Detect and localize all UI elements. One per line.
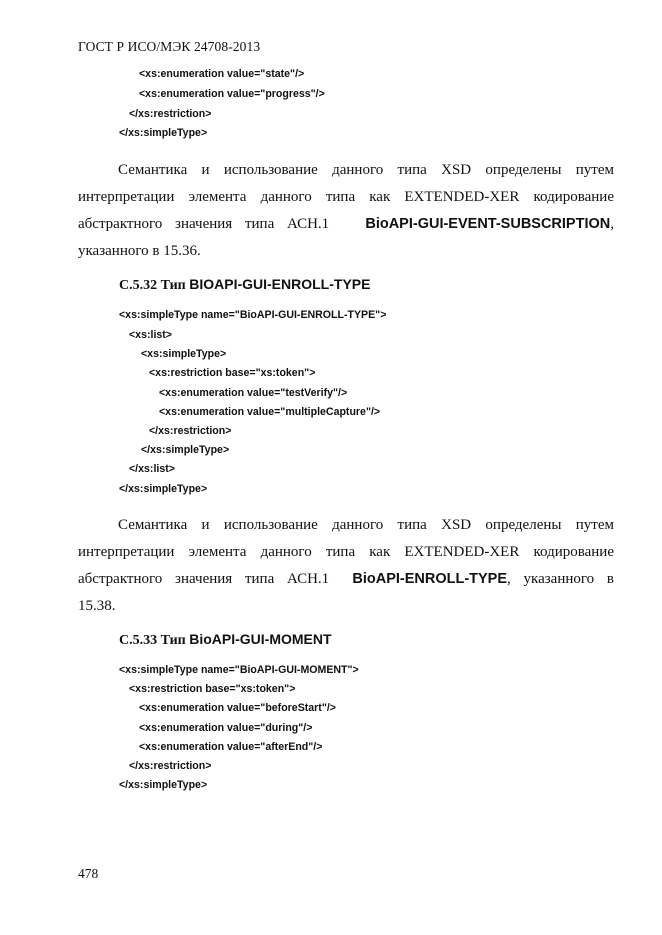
code-line: <xs:enumeration value="state"/>: [139, 68, 305, 80]
code-line: <xs:enumeration value="multipleCapture"/>: [159, 406, 381, 418]
type-reference: BioAPI-ENROLL-TYPE: [352, 571, 508, 587]
paragraph-text: абстрактного значения типа АСН.1: [78, 216, 330, 232]
code-line: </xs:simpleType>: [119, 127, 208, 139]
section-heading-enroll-type: [119, 276, 370, 294]
paragraph-line: [78, 242, 614, 260]
paragraph-text: , указанного в: [507, 571, 614, 587]
paragraph-text: абстрактного значения типа АСН.1: [78, 571, 330, 587]
paragraph-line: [78, 597, 614, 615]
code-line: </xs:restriction>: [149, 425, 232, 437]
paragraph-line: [118, 516, 614, 534]
code-line: <xs:enumeration value="afterEnd"/>: [139, 741, 323, 753]
code-line: <xs:enumeration value="progress"/>: [139, 88, 325, 100]
page-number: 478: [78, 866, 99, 881]
section-type-name: BioAPI-GUI-MOMENT: [189, 631, 332, 647]
code-line: <xs:simpleType name="BioAPI-GUI-MOMENT">: [119, 664, 359, 676]
paragraph-line: [118, 161, 614, 179]
paragraph-text: Семантика и использование данного типа XSD определены путем: [118, 162, 614, 178]
section-type-name: BIOAPI-GUI-ENROLL-TYPE: [189, 276, 371, 292]
code-line: </xs:restriction>: [129, 108, 212, 120]
section-number: С.5.33 Тип: [119, 633, 190, 648]
code-line: <xs:restriction base="xs:token">: [129, 683, 296, 695]
section-number: С.5.32 Тип: [119, 278, 190, 293]
paragraph-text: Семантика и использование данного типа XSD определены путем: [118, 517, 614, 533]
paragraph-text: интерпретации элемента данного типа как EXTENDED-XER кодирование: [78, 544, 614, 560]
code-line: </xs:restriction>: [129, 760, 212, 772]
paragraph-text: 15.38.: [78, 598, 116, 614]
code-line: </xs:list>: [129, 463, 175, 475]
paragraph-text: интерпретации элемента данного типа как EXTENDED-XER кодирование: [78, 189, 614, 205]
paragraph-line: [78, 188, 614, 206]
paragraph-text: указанного в 15.36.: [78, 243, 201, 259]
code-line: <xs:enumeration value="beforeStart"/>: [139, 702, 336, 714]
type-reference: BioAPI-GUI-EVENT-SUBSCRIPTION: [365, 216, 611, 232]
document-header: ГОСТ Р ИСО/МЭК 24708-2013: [78, 39, 261, 54]
section-heading-gui-moment: [119, 631, 332, 649]
code-line: <xs:enumeration value="during"/>: [139, 722, 313, 734]
code-line: </xs:simpleType>: [141, 444, 230, 456]
code-line: </xs:simpleType>: [119, 779, 208, 791]
code-line: <xs:enumeration value="testVerify"/>: [159, 387, 348, 399]
paragraph-line: [78, 543, 614, 561]
code-line: <xs:list>: [129, 329, 172, 341]
code-line: <xs:simpleType>: [141, 348, 227, 360]
paragraph-text: ,: [610, 216, 614, 232]
code-line: <xs:restriction base="xs:token">: [149, 367, 316, 379]
paragraph-line: [78, 215, 614, 233]
code-line: <xs:simpleType name="BioAPI-GUI-ENROLL-TYPE">: [119, 309, 387, 321]
paragraph-line: [78, 570, 614, 588]
code-line: </xs:simpleType>: [119, 483, 208, 495]
